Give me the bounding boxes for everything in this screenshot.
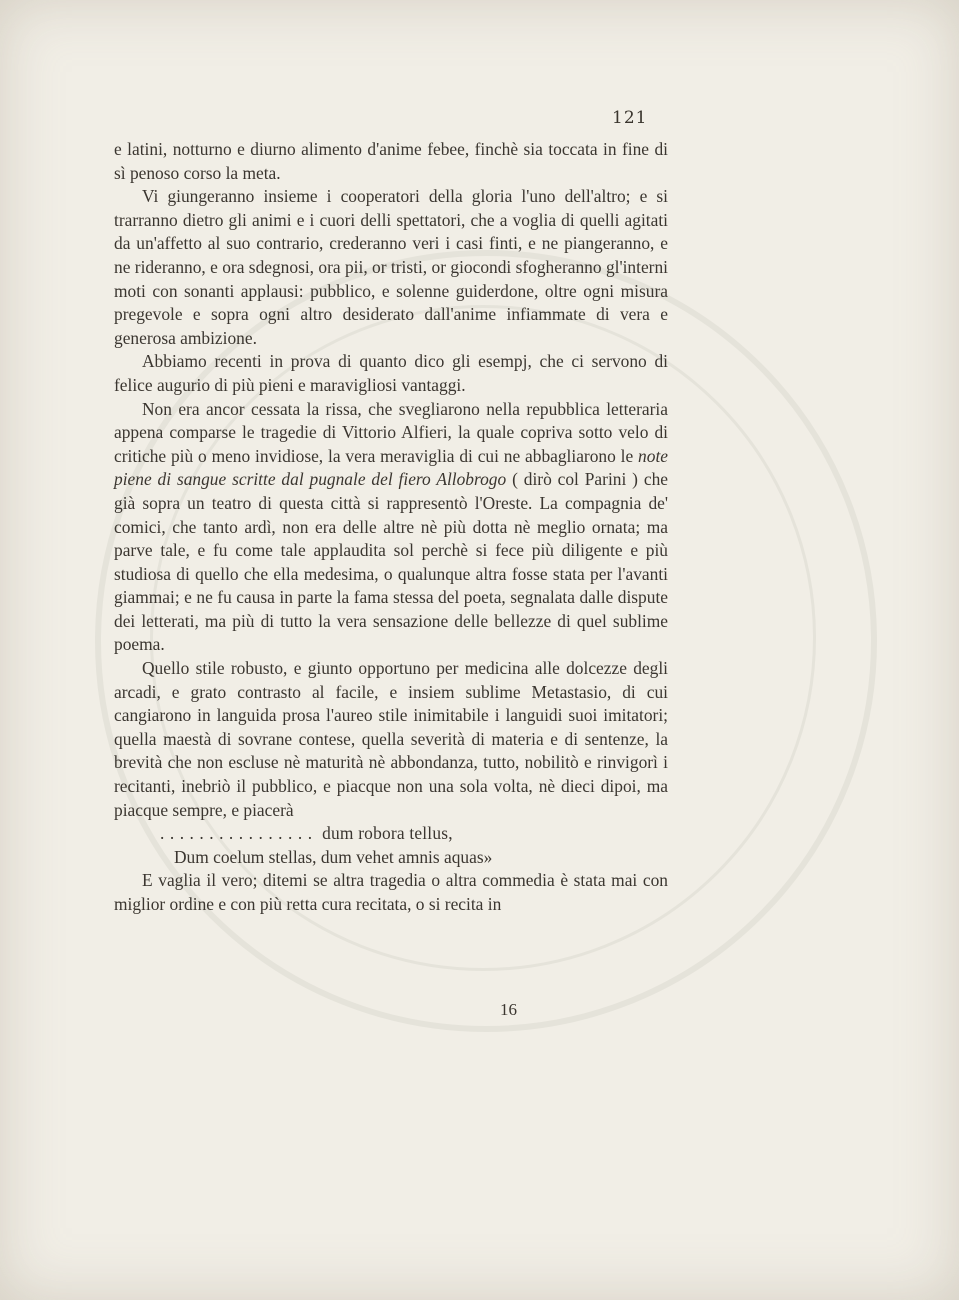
verse-line: Dum coelum stellas, dum vehet amnis aquas» [174,846,493,867]
page-number: 121 [612,108,648,128]
paragraph: Quello stile robusto, e giunto opportuno per medicina alle dolcezze degli arcadi, e grato contrasto al facile, e insiem sublime Metastasio, di cui cangiarono in languida prosa l'aureo stile inimitabile i languidi suoi imitatori; quella maestà di sovrane contese, quella severità di materia e di sentenze, la brevità che non escluse nè maturità nè abbondanza, tutto, nobilitò e rinvigorì i recitanti, inebriò il pubblico, e piacque non una sola volta, nè dieci dipoi, ma piacque sempre, e piacerà [114,658,668,820]
paragraph: Abbiamo recenti in prova di quanto dico gli esempj, che ci servono di felice augurio di più pieni e maravigliosi vantaggi. [114,351,668,395]
paragraph-text: Non era ancor cessata la rissa, che svegliarono nella repubblica letteraria appena comparse le tragedie di Vittorio Alfieri, la quale copriva sotto velo di critiche più o meno invidiose, la vera meraviglia di cui ne abbagliarono le [114,398,668,466]
paragraph: Vi giungeranno insieme i cooperatori della gloria l'uno dell'altro; e si trarranno dietro gli animi e i cuori delli spettatori, che a voglia di quelli agitati da un'affetto al suo contrario, crederanno veri i casi finti, e ne piangeranno, e ne rideranno, e ora sdegnosi, ora pii, or tristi, or giocondi sfogheranno gl'interni moti con sonanti applausi: pubblico, e solenne guiderdone, oltre ogni misura pregevole e sopra ogni altro desiderato dall'anime infiammate di vera e generosa ambizione. [114,186,668,348]
signature-mark: 16 [500,1000,517,1019]
ellipsis-dots: ................ [160,823,318,844]
paragraph-text: ( dirò col Parini ) che già sopra un teatro di questa città si rappresentò l'Oreste. La compagnia de' comici, che tanto ardì, non era delle altre nè più dotta nè meglio ornata; ma parve tale, e fu come tale applaudita sol perchè si fece più diligente e più studiosa di quello che ella medesima, o qualunque altra fosse stata per l'avanti giammai; e ne fu causa in parte la fama stessa del poeta, segnalata dalle dispute dei letterati, ma più di tutto la vera sensazione delle bellezze di quel sublime poema. [114,469,668,655]
paragraph-with-quotation [114,398,668,658]
verse-line [114,822,668,846]
paragraph: E vaglia il vero; ditemi se altra tragedia o altra commedia è stata mai con miglior ordine e con più retta cura recitata, o si recita in [114,870,668,914]
italic-quotation: note piene di sangue scritte dal pugnale del fiero Allobrogo [114,445,668,490]
paragraph-continuation: e latini, notturno e diurno alimento d'anime febee, finchè sia toccata in fine di sì penoso corso la meta. [114,139,668,183]
body-text [114,138,668,917]
verse-text: dum robora tellus, [322,823,453,844]
